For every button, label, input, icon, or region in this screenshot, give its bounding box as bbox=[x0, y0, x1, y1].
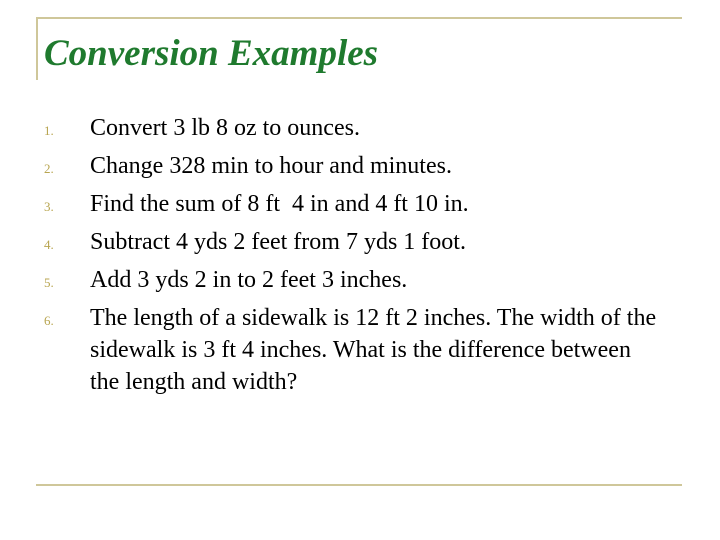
item-text: Convert 3 lb 8 oz to ounces. bbox=[90, 115, 360, 141]
bottom-rule bbox=[36, 484, 682, 486]
list-item bbox=[44, 264, 664, 296]
item-number: 4. bbox=[44, 237, 54, 252]
title-left-rule bbox=[36, 17, 38, 80]
item-text: Subtract 4 yds 2 feet from 7 yds 1 foot. bbox=[90, 229, 466, 255]
item-number: 6. bbox=[44, 313, 54, 328]
list-item bbox=[44, 302, 664, 398]
item-text: Change 328 min to hour and minutes. bbox=[90, 153, 452, 179]
item-text: Find the sum of 8 ft 4 in and 4 ft 10 in. bbox=[90, 191, 469, 217]
list-item bbox=[44, 188, 664, 220]
item-number: 2. bbox=[44, 161, 54, 176]
item-text: Add 3 yds 2 in to 2 feet 3 inches. bbox=[90, 267, 408, 293]
item-number: 5. bbox=[44, 275, 54, 290]
slide-title: Conversion Examples bbox=[44, 33, 379, 74]
item-number: 3. bbox=[44, 199, 54, 214]
list-item bbox=[44, 226, 664, 258]
item-number: 1. bbox=[44, 123, 54, 138]
item-text: The length of a sidewalk is 12 ft 2 inches. The width of the sidewalk is 3 ft 4 inches. What is the difference between the length and width? bbox=[90, 305, 663, 395]
list-item bbox=[44, 112, 664, 144]
top-rule bbox=[36, 17, 682, 19]
list-item bbox=[44, 150, 664, 182]
examples-list bbox=[44, 112, 664, 404]
